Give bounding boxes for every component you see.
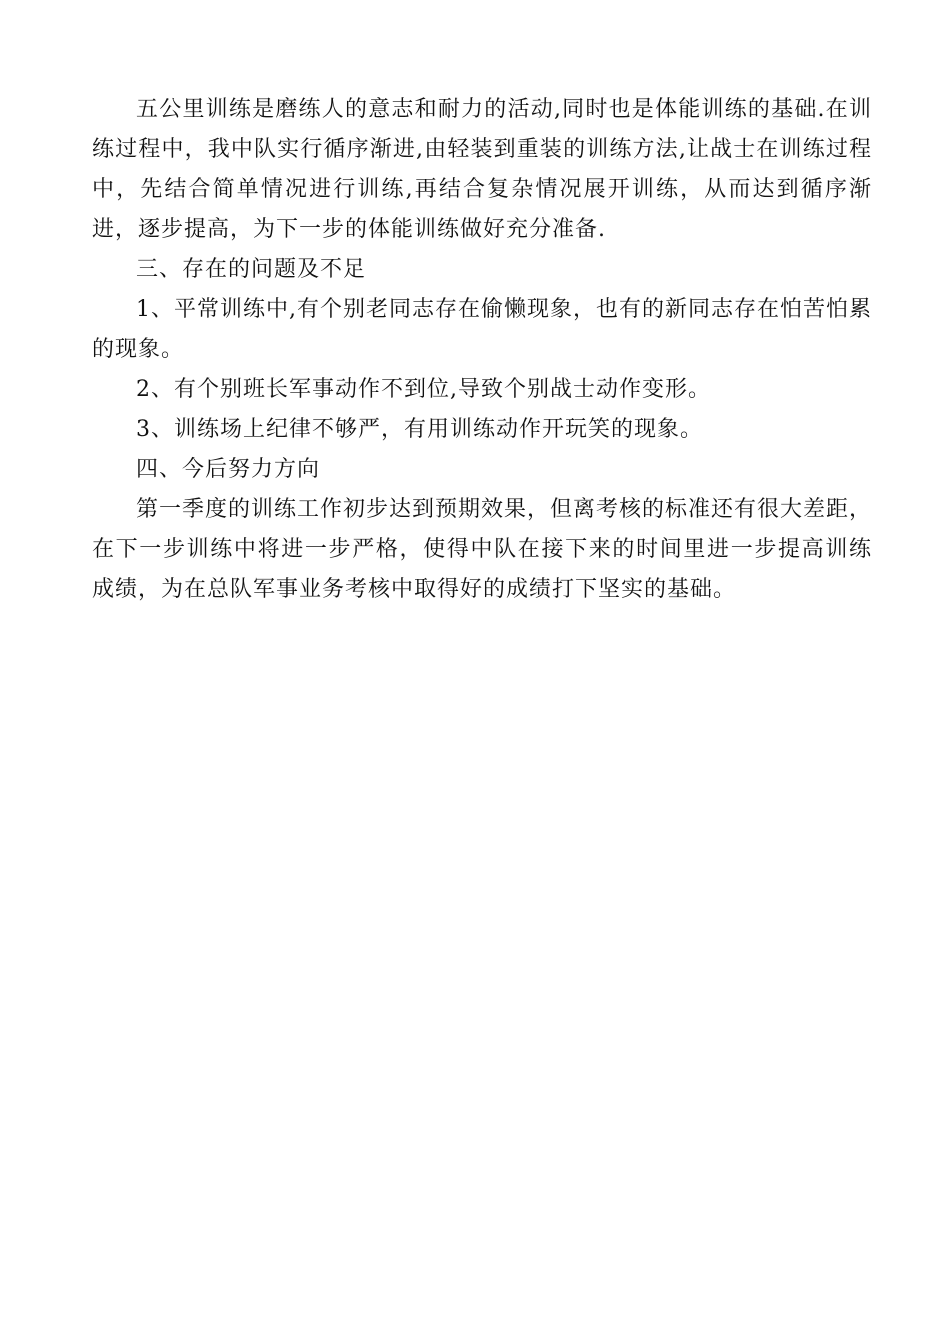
section-heading-problems: 三、存在的问题及不足 xyxy=(136,257,367,282)
paragraph-problem-2: 2、有个别班长军事动作不到位,导致个别战士动作变形。 xyxy=(136,377,711,402)
paragraph-five-km-training: 五公里训练是磨练人的意志和耐力的活动,同时也是体能训练的基础.在训练过程中，我中队实行循序渐进,由轻装到重装的训练方法,让战士在训练过程中，先结合简单情况进行训练,再结合复杂情况展开训练，从而达到循序渐进，逐步提高，为下一步的体能训练做好充分准备. xyxy=(92,97,872,242)
section-heading-future-direction: 四、今后努力方向 xyxy=(136,457,321,482)
document-body xyxy=(92,90,872,610)
paragraph-problem-1: 1、平常训练中,有个别老同志存在偷懒现象，也有的新同志存在怕苦怕累的现象。 xyxy=(92,297,872,362)
paragraph-problem-3: 3、训练场上纪律不够严，有用训练动作开玩笑的现象。 xyxy=(136,417,703,442)
paragraph-future-direction: 第一季度的训练工作初步达到预期效果，但离考核的标准还有很大差距，在下一步训练中将进一步严格，使得中队在接下来的时间里进一步提高训练成绩，为在总队军事业务考核中取得好的成绩打下坚实的基础。 xyxy=(92,497,873,602)
